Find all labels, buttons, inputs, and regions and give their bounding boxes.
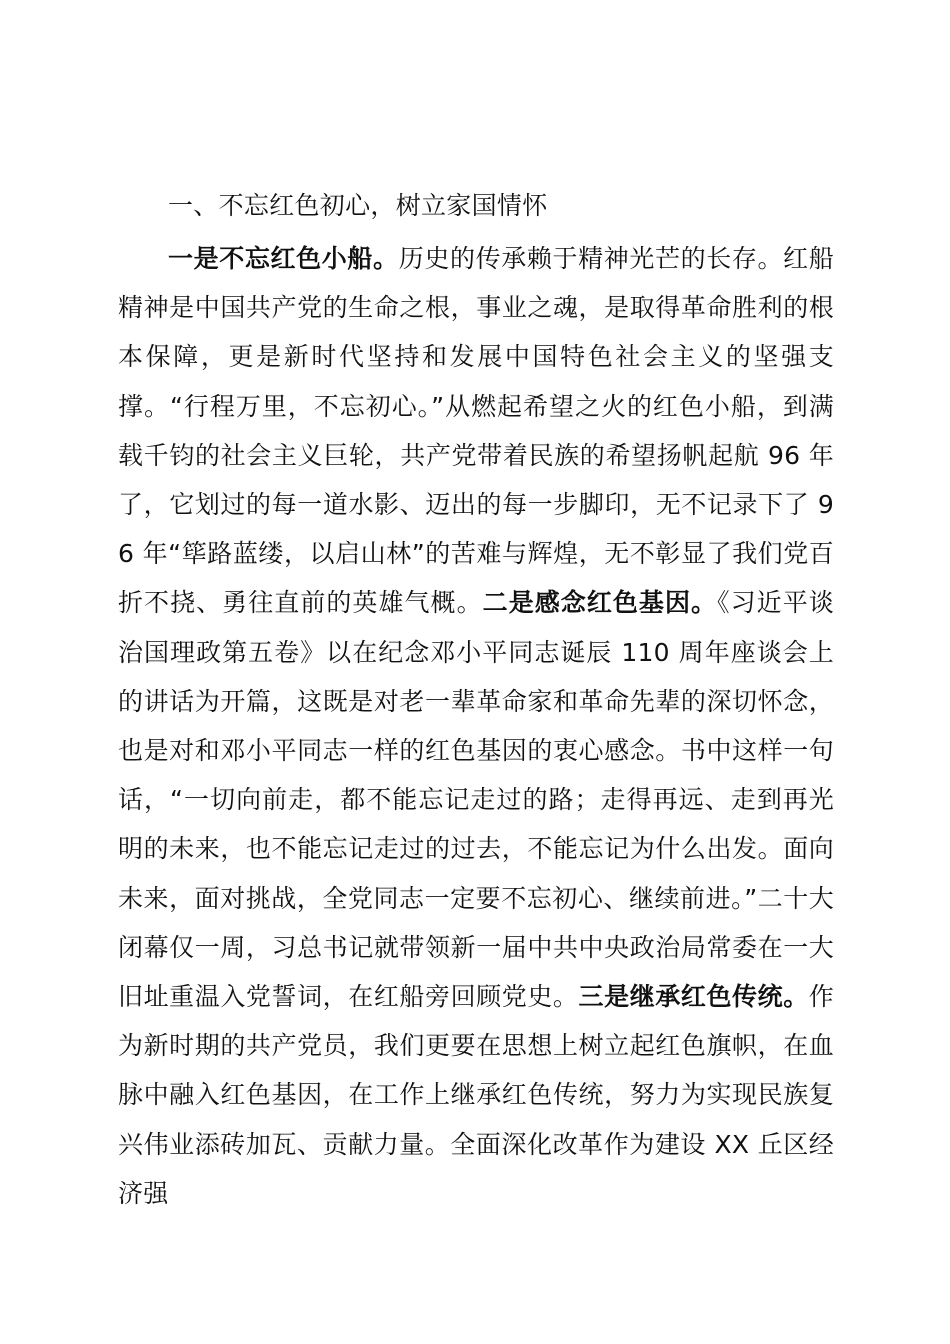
body-paragraph xyxy=(118,234,834,1218)
point-two-title: 二是感念红色基因。 xyxy=(482,588,718,618)
point-one-body: 历史的传承赖于精神光芒的长存。红船精神是中国共产党的生命之根，事业之魂，是取得革命胜利的根本保障，更是新时代坚持和发展中国特色社会主义的坚强支撑。“行程万里，不忘初心。”从燃起希望之火的红色小船，到满载千钧的社会主义巨轮，共产党带着民族的希望扬帆起航 96 年了，它划过的每一道水影、迈出的每一步脚印，无不记录下了 96 年“筚路蓝缕，以启山林”的苦难与辉煌，无不彰显了我们党百折不挠、勇往直前的英雄气概。 xyxy=(118,244,834,618)
point-one-title: 一是不忘红色小船。 xyxy=(168,244,399,273)
point-three-body: 作为新时期的共产党员，我们更要在思想上树立起红色旗帜，在血脉中融入红色基因，在工作上继承红色传统，努力为实现民族复兴伟业添砖加瓦、贡献力量。全面深化改革作为建设 XX 丘区经济强 xyxy=(118,982,834,1208)
point-three-title: 三是继承红色传统。 xyxy=(578,982,809,1012)
section-heading: 一、不忘红色初心，树立家国情怀 xyxy=(168,191,548,220)
point-two-body: 《习近平谈治国理政第五卷》以在纪念邓小平同志诞辰 110 周年座谈会上的讲话为开篇，这既是对老一辈革命家和革命先辈的深切怀念，也是对和邓小平同志一样的红色基因的衷心感念。书中这样一句话，“一切向前走，都不能忘记走过的路；走得再远、走到再光明的未来，也不能忘记走过的过去，不能忘记为什么出发。面向未来，面对挑战，全党同志一定要不忘初心、继续前进。”二十大闭幕仅一周，习总书记就带领新一届中共中央政治局常委在一大旧址重温入党誓词，在红船旁回顾党史。 xyxy=(118,588,834,1012)
